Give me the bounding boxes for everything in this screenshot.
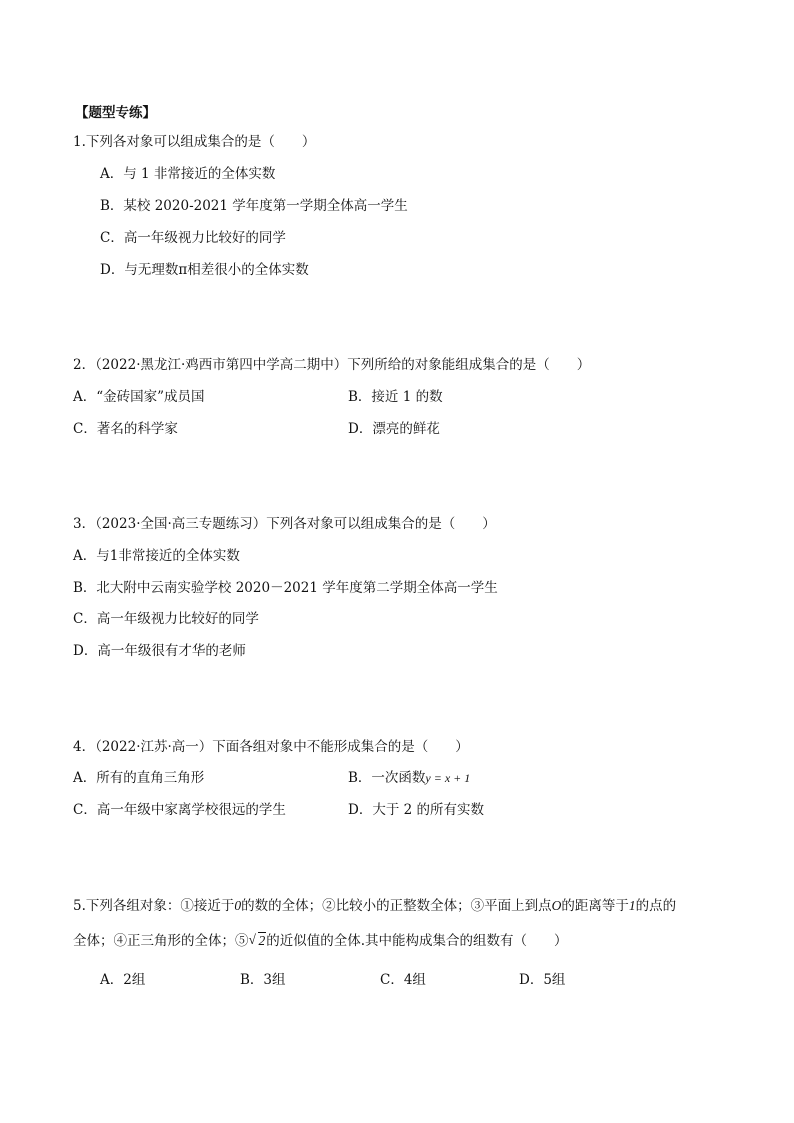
question-3-option-a: A．与1非常接近的全体实数 xyxy=(73,548,240,564)
question-2-stem: 2．（2022·黑龙江·鸡西市第四中学高二期中）下列所给的对象能组成集合的是（ ） xyxy=(73,357,591,373)
question-5-option-a: A．2组 xyxy=(100,972,146,988)
section-title: 【题型专练】 xyxy=(75,105,156,121)
question-5-text-f: 的近似值的全体.其中能构成集合的组数有（ ） xyxy=(266,933,568,949)
question-5-text-d: 的点的 xyxy=(635,898,677,914)
question-5-text-a: 5.下列各组对象：①接近于 xyxy=(73,898,235,914)
question-4-option-d: D．大于 2 的所有实数 xyxy=(348,802,484,818)
question-4-option-b-label: B．一次函数 xyxy=(348,770,426,786)
question-1-option-b: B．某校 2020-2021 学年度第一学期全体高一学生 xyxy=(100,198,408,214)
question-1-option-c: C．高一年级视力比较好的同学 xyxy=(100,230,286,246)
question-5-text-c: 的距离等于 xyxy=(561,898,629,914)
question-2-option-d: D．漂亮的鲜花 xyxy=(348,421,440,437)
question-5-option-b: B．3组 xyxy=(240,972,286,988)
question-5-option-c: C．4组 xyxy=(380,972,426,988)
question-5-text-e: 全体；④正三角形的全体；⑤ xyxy=(73,933,249,949)
sqrt-two-symbol xyxy=(249,932,267,950)
question-5-line-2 xyxy=(73,932,568,950)
linear-function-formula: y = x + 1 xyxy=(425,771,471,785)
question-5-line-1 xyxy=(73,897,676,915)
question-4-option-a: A．所有的直角三角形 xyxy=(73,770,205,786)
question-2-option-b: B．接近 1 的数 xyxy=(348,389,443,405)
question-4-stem: 4．（2022·江苏·高一）下面各组对象中不能形成集合的是（ ） xyxy=(73,739,469,755)
question-5-text-b: 的数的全体；②比较小的正整数全体；③平面上到点 xyxy=(241,898,552,914)
question-5-number-zero: 0 xyxy=(234,898,242,913)
point-o-symbol: O xyxy=(551,898,562,913)
question-3-option-d: D．高一年级很有才华的老师 xyxy=(73,643,246,659)
question-2-option-c: C．著名的科学家 xyxy=(73,421,178,437)
question-5-option-d: D．5组 xyxy=(519,972,566,988)
question-1-stem: 1.下列各对象可以组成集合的是（ ） xyxy=(73,134,316,150)
question-3-option-c: C．高一年级视力比较好的同学 xyxy=(73,611,259,627)
question-1-option-d: D．与无理数π相差很小的全体实数 xyxy=(100,262,309,278)
question-3-option-b: B．北大附中云南实验学校 2020－2021 学年度第二学期全体高一学生 xyxy=(73,580,498,596)
question-4-option-b xyxy=(348,769,470,787)
question-3-stem: 3．（2023·全国·高三专题练习）下列各对象可以组成集合的是（ ） xyxy=(73,516,496,532)
question-1-option-a: A．与 1 非常接近的全体实数 xyxy=(100,166,276,182)
question-4-option-c: C．高一年级中家离学校很远的学生 xyxy=(73,802,286,818)
question-2-option-a: A．“金砖国家”成员国 xyxy=(73,389,205,405)
question-5-number-one: 1 xyxy=(628,898,636,913)
sqrt-radicand: 2 xyxy=(258,933,266,948)
